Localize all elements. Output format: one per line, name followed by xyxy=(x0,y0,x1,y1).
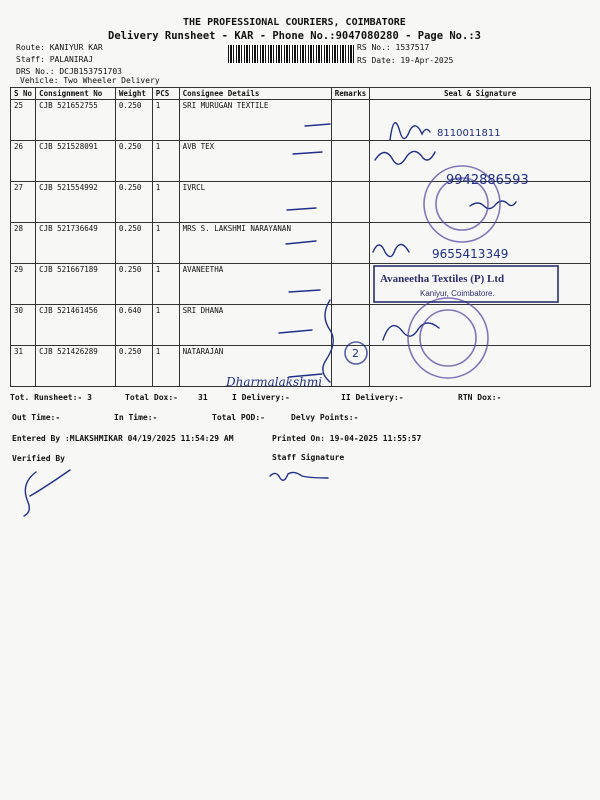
cell-consignee: AVANEETHA xyxy=(179,264,331,305)
handwritten-phone2: 9942886593 xyxy=(446,173,529,188)
tot-runsheet: Tot. Runsheet:- 3 xyxy=(10,393,92,402)
vehicle-label: Vehicle: Two Wheeler Delivery xyxy=(20,76,160,85)
cell-weight: 0.640 xyxy=(115,305,152,346)
tick-mark xyxy=(279,330,312,333)
cell-weight: 0.250 xyxy=(115,346,152,387)
delvy-points: Delvy Points:- xyxy=(291,413,359,422)
tick-mark xyxy=(289,290,320,292)
col-consignee: Consignee Details xyxy=(179,88,331,100)
cell-consignee: IVRCL xyxy=(179,182,331,223)
cell-sno: 31 xyxy=(11,346,36,387)
ii-delivery: II Delivery:- xyxy=(341,393,404,402)
col-consignment: Consignment No xyxy=(36,88,116,100)
signature-row28 xyxy=(373,244,409,256)
cell-consignee: SRI MURUGAN TEXTILE xyxy=(179,100,331,141)
printed-on: Printed On: 19-04-2025 11:55:57 xyxy=(272,434,422,443)
cell-pcs: 1 xyxy=(152,346,179,387)
cell-consignment: CJB 521554992 xyxy=(36,182,116,223)
cell-weight: 0.250 xyxy=(115,264,152,305)
cell-sno: 26 xyxy=(11,141,36,182)
cell-consignee: SRI DHANA xyxy=(179,305,331,346)
col-seal: Seal & Signature xyxy=(370,88,591,100)
cell-sno: 28 xyxy=(11,223,36,264)
cell-sno: 30 xyxy=(11,305,36,346)
total-dox-value: 31 xyxy=(198,393,208,402)
staff-signature: Staff Signature xyxy=(272,453,345,462)
cell-consignment: CJB 521652755 xyxy=(36,100,116,141)
handwritten-phone3: 9655413349 xyxy=(432,247,509,261)
circled-number-text: 2 xyxy=(352,347,359,360)
cell-consignee: MRS S. LAKSHMI NARAYANAN xyxy=(179,223,331,264)
rs-date: RS Date: 19-Apr-2025 xyxy=(357,56,454,65)
cell-consignment: CJB 521667189 xyxy=(36,264,116,305)
total-dox-label: Total Dox:- xyxy=(125,393,178,402)
cell-consignment: CJB 521736649 xyxy=(36,223,116,264)
dhana-seal-inner xyxy=(420,310,476,366)
avaneetha-stamp-line2: Kaniyur, Coimbatore. xyxy=(420,289,495,298)
col-pcs: PCS xyxy=(152,88,179,100)
tick-mark xyxy=(293,152,322,154)
signature-row26 xyxy=(375,151,435,164)
company-title: THE PROFESSIONAL COURIERS, COIMBATORE xyxy=(183,17,406,28)
cell-pcs: 1 xyxy=(152,141,179,182)
drs-no: DRS No.: DCJB153751703 xyxy=(16,67,122,76)
cell-pcs: 1 xyxy=(152,223,179,264)
route-label: Route: KANIYUR KAR xyxy=(16,43,103,52)
handwritten-phone1: 8110011811 xyxy=(437,128,501,139)
cell-pcs: 1 xyxy=(152,305,179,346)
cell-sno: 27 xyxy=(11,182,36,223)
cell-weight: 0.250 xyxy=(115,141,152,182)
tick-mark xyxy=(305,124,330,126)
handwritten-name: Dharmalakshmi xyxy=(226,375,323,389)
cell-consignee: NATARAJAN xyxy=(179,346,331,387)
cell-weight: 0.250 xyxy=(115,223,152,264)
cell-consignment: CJB 521461456 xyxy=(36,305,116,346)
cell-sno: 29 xyxy=(11,264,36,305)
staff-label: Staff: PALANIRAJ xyxy=(16,55,94,64)
tick-mark xyxy=(287,208,316,210)
col-weight: Weight xyxy=(115,88,152,100)
rs-no: RS No.: 1537517 xyxy=(357,43,430,52)
col-remarks: Remarks xyxy=(331,88,370,100)
signature-row27 xyxy=(470,201,516,209)
entered-by: Entered By :MLAKSHMIKAR 04/19/2025 11:54:29 AM xyxy=(12,434,234,443)
signature-row25 xyxy=(390,123,430,140)
tick-mark xyxy=(286,241,316,244)
total-pod: Total POD:- xyxy=(212,413,265,422)
col-sno: S No xyxy=(11,88,36,100)
cell-consignment: CJB 521426289 xyxy=(36,346,116,387)
cell-weight: 0.250 xyxy=(115,100,152,141)
cell-consignee: AVB TEX xyxy=(179,141,331,182)
cell-pcs: 1 xyxy=(152,182,179,223)
cell-weight: 0.250 xyxy=(115,182,152,223)
cell-pcs: 1 xyxy=(152,264,179,305)
cell-consignment: CJB 521528091 xyxy=(36,141,116,182)
verified-by: Verified By xyxy=(12,454,65,463)
runsheet-subtitle: Delivery Runsheet - KAR - Phone No.:9047080280 - Page No.:3 xyxy=(108,30,481,42)
signature-row30 xyxy=(383,323,439,340)
i-delivery: I Delivery:- xyxy=(232,393,290,402)
verified-signature-mark xyxy=(24,470,70,516)
cell-pcs: 1 xyxy=(152,100,179,141)
in-time: In Time:- xyxy=(114,413,158,422)
staff-signature-mark xyxy=(270,472,328,480)
cell-sno: 25 xyxy=(11,100,36,141)
ink-stroke xyxy=(323,300,333,382)
out-time: Out Time:- xyxy=(12,413,61,422)
rtn-dox: RTN Dox:- xyxy=(458,393,502,402)
avaneetha-stamp-line1: Avaneetha Textiles (P) Ltd xyxy=(380,273,505,285)
